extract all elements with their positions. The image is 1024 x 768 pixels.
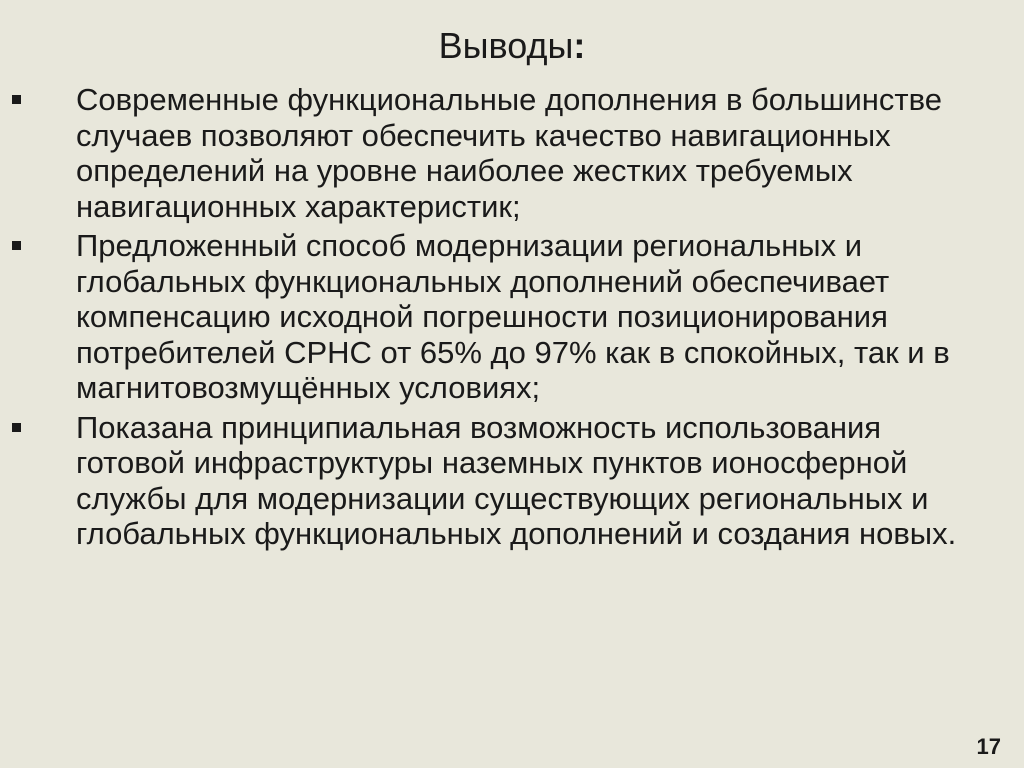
slide-title: [0, 22, 1024, 70]
square-bullet-icon: [12, 95, 21, 104]
bullet-item: [0, 228, 1024, 406]
bullet-text: Современные функциональные дополнения в большинстве случаев позволяют обеспечить качество навигационных определений на уровне наиболее жестких требуемых навигационных характеристик;: [76, 82, 942, 224]
bullet-item: [0, 410, 1024, 552]
square-bullet-icon: [12, 241, 21, 250]
page-number: 17: [976, 734, 1001, 759]
slide-title-colon: :: [573, 25, 586, 66]
slide-title-text: Выводы: [438, 25, 574, 66]
square-bullet-icon: [12, 423, 21, 432]
bullet-item: [0, 82, 1024, 224]
bullet-list: [0, 82, 1024, 556]
bullet-text: Показана принципиальная возможность использования готовой инфраструктуры наземных пунктов ионосферной службы для модернизации существующих региональных и глобальных функциональных дополнений и создания новых.: [76, 409, 957, 551]
bullet-text: Предложенный способ модернизации региональных и глобальных функциональных дополнений обеспечивает компенсацию исходной погрешности позиционирования потребителей СРНС от 65% до 97% как в спокойных, так и в магнитовозмущённых условиях;: [76, 228, 950, 405]
